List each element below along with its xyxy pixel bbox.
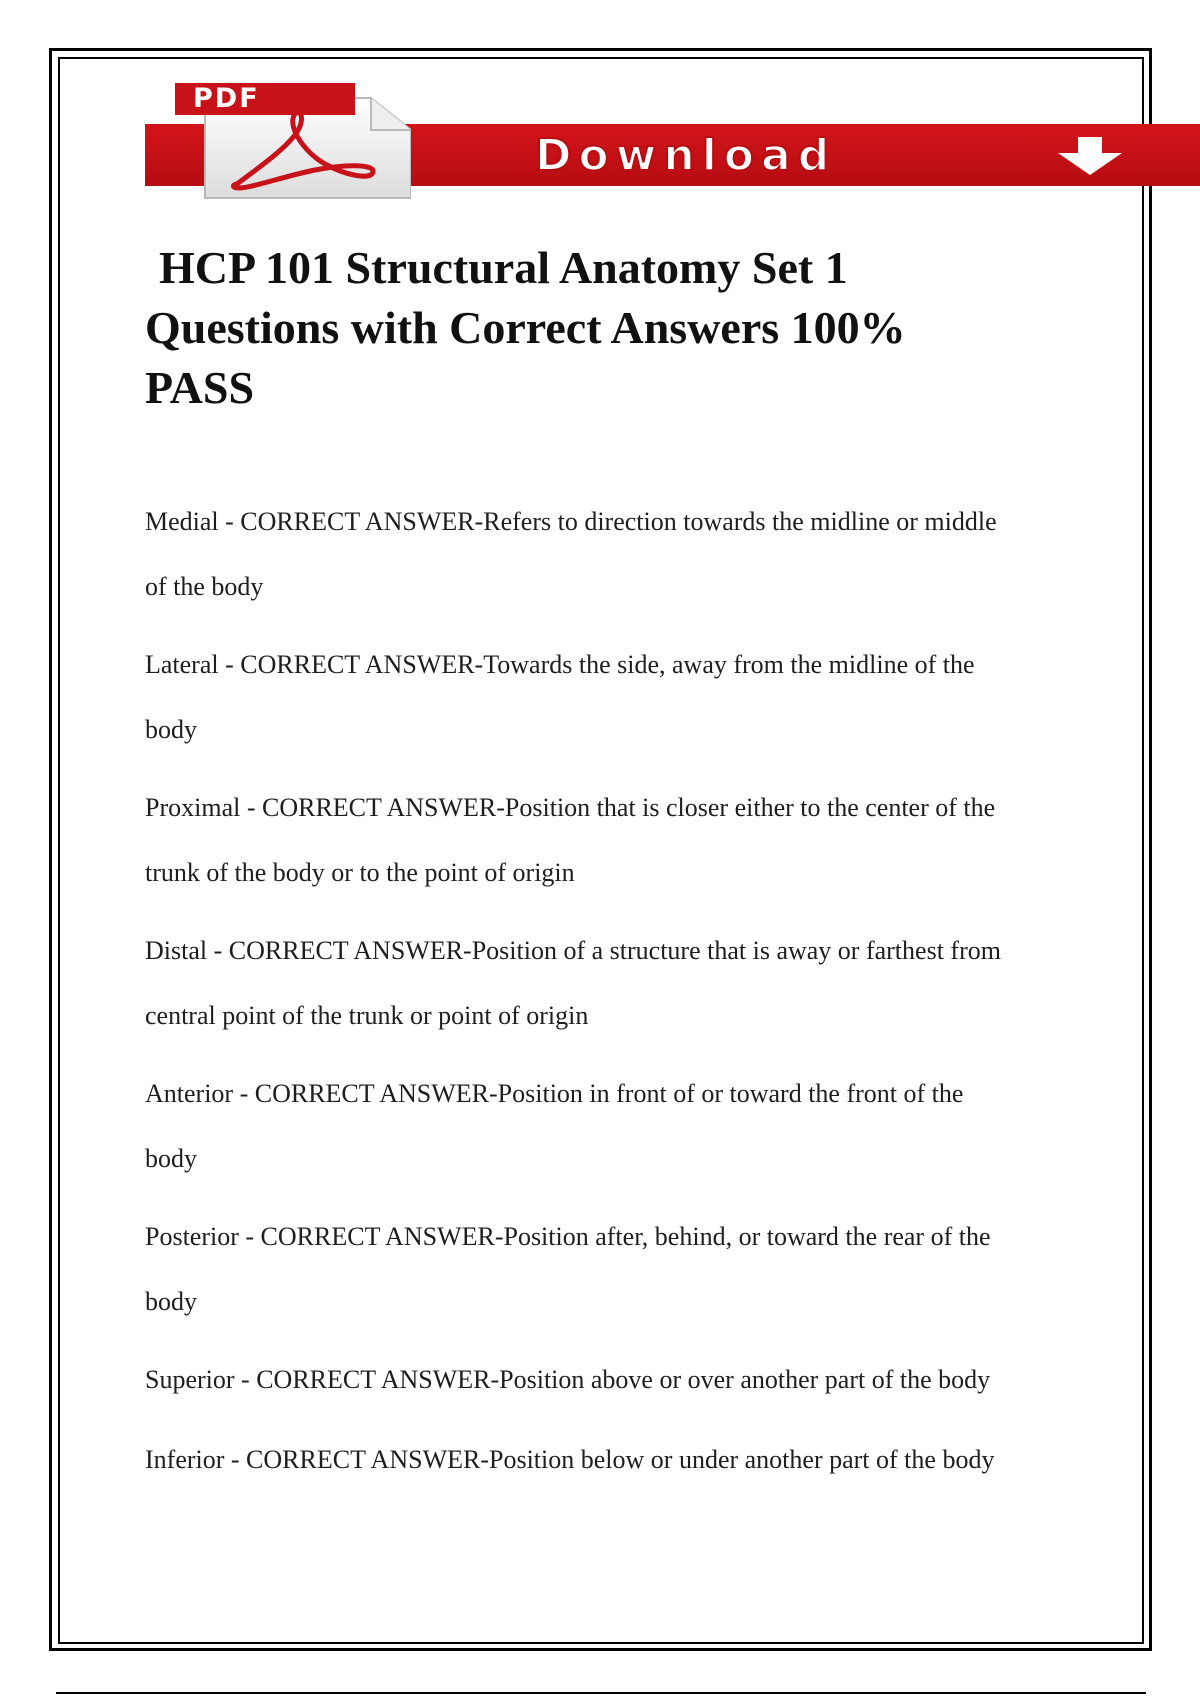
qa-proximal-line-1: Proximal - CORRECT ANSWER-Position that is closer either to the center of the	[145, 793, 996, 822]
pdf-document-icon	[175, 80, 411, 200]
title-line: Questions with Correct Answers 100%	[145, 302, 906, 353]
title-line: HCP 101 Structural Anatomy Set 1	[159, 242, 848, 293]
qa-lateral-line-1: Lateral - CORRECT ANSWER-Towards the side, away from the midline of the	[145, 650, 975, 679]
pdf-download-banner[interactable]	[145, 80, 1200, 200]
qa-inferior-line-1: Inferior - CORRECT ANSWER-Position below or under another part of the body	[145, 1445, 995, 1474]
qa-proximal-line-2: trunk of the body or to the point of origin	[145, 858, 575, 887]
qa-distal-line-2: central point of the trunk or point of origin	[145, 1001, 589, 1030]
download-arrow-icon[interactable]	[1050, 135, 1130, 177]
qa-superior-line-1: Superior - CORRECT ANSWER-Position above or over another part of the body	[145, 1365, 991, 1394]
qa-medial-line-1: Medial - CORRECT ANSWER-Refers to direction towards the midline or middle	[145, 507, 997, 536]
bottom-rule	[56, 1692, 1146, 1694]
qa-posterior-line-1: Posterior - CORRECT ANSWER-Position after, behind, or toward the rear of the	[145, 1222, 991, 1251]
title-line: PASS	[145, 362, 255, 413]
pdf-badge: PDF	[175, 83, 355, 115]
qa-distal-line-1: Distal - CORRECT ANSWER-Position of a structure that is away or farthest from	[145, 936, 1001, 965]
qa-posterior-line-2: body	[145, 1287, 197, 1316]
qa-medial-line-2: of the body	[145, 572, 264, 601]
document-title	[145, 238, 1045, 418]
qa-anterior-line-2: body	[145, 1144, 197, 1173]
qa-lateral-line-2: body	[145, 715, 197, 744]
download-label[interactable]: Download	[535, 130, 837, 181]
qa-anterior-line-1: Anterior - CORRECT ANSWER-Position in front of or toward the front of the	[145, 1079, 964, 1108]
